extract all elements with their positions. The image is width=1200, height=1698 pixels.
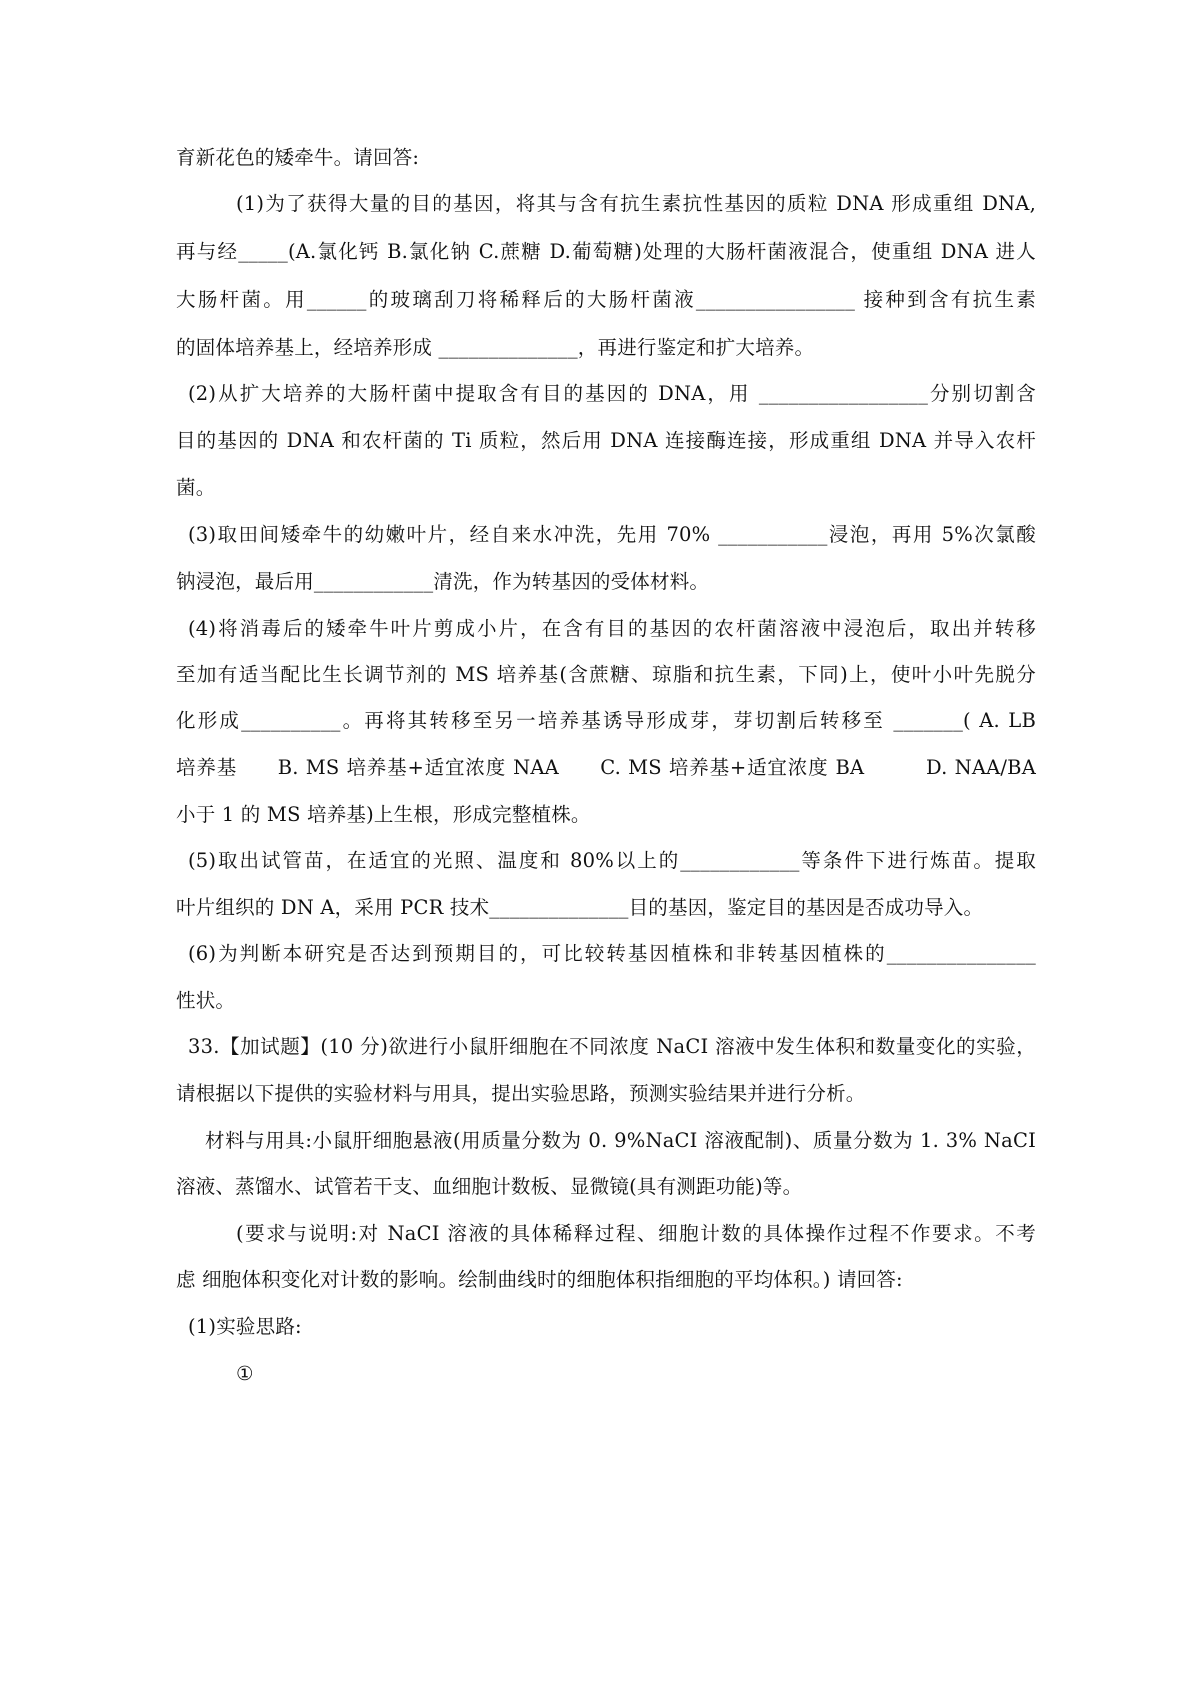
text-line-q1-1: (1)为了获得大量的目的基因，将其与含有抗生素抗性基因的质粒 DNA 形成重组 DNA, — [236, 192, 1036, 215]
text-line-q2-1: (2)从扩大培养的大肠杆菌中提取含有目的基因的 DNA，用 _________________分别切割含 — [188, 382, 1036, 405]
text-line-q6-1: (6)为判断本研究是否达到预期目的，可比较转基因植株和非转基因植株的_______________ — [188, 942, 1036, 965]
text-line-step-1: ① — [236, 1362, 254, 1385]
text-line-q1-3: 大肠杆菌。用______的玻璃刮刀将稀释后的大肠杆菌液________________ 接种到含有抗生素 — [176, 288, 1036, 311]
text-line-q33-2: 请根据以下提供的实验材料与用具，提出实验思路，预测实验结果并进行分析。 — [176, 1082, 866, 1105]
text-line-q4-5: 小于 1 的 MS 培养基)上生根，形成完整植株。 — [176, 803, 591, 826]
text-line-materials-1: 材料与用具:小鼠肝细胞悬液(用质量分数为 0. 9%NaCI 溶液配制)、质量分数为 1. 3% NaCI — [205, 1129, 1036, 1152]
text-line-q4-4: 培养基 B. MS 培养基+适宜浓度 NAA C. MS 培养基+适宜浓度 BA D. NAA/BA — [176, 756, 1036, 779]
text-line-q3-2: 钠浸泡，最后用____________清洗，作为转基因的受体材料。 — [176, 570, 710, 593]
text-line-experiment-idea: (1)实验思路: — [188, 1315, 302, 1338]
text-line-q2-3: 菌。 — [176, 476, 216, 499]
text-line-requirements-2: 虑 细胞体积变化对计数的影响。绘制曲线时的细胞体积指细胞的平均体积。) 请回答: — [176, 1268, 903, 1291]
text-line-intro-end: 育新花色的矮牵牛。请回答: — [176, 146, 420, 169]
text-line-q6-2: 性状。 — [176, 989, 236, 1012]
text-line-q2-2: 目的基因的 DNA 和农杆菌的 Ti 质粒，然后用 DNA 连接酶连接，形成重组 DNA 并导入农杆 — [176, 429, 1036, 452]
text-line-q1-2: 再与经_____(A.氯化钙 B.氯化钠 C.蔗糖 D.葡萄糖)处理的大肠杆菌液混合，使重组 DNA 进人 — [176, 240, 1036, 263]
text-line-q4-2: 至加有适当配比生长调节剂的 MS 培养基(含蔗糖、琼脂和抗生素，下同)上，使叶小叶先脱分 — [176, 663, 1036, 686]
text-line-q1-4: 的固体培养基上，经培养形成 ______________，再进行鉴定和扩大培养。 — [176, 336, 815, 359]
text-line-q33-1: 33.【加试题】(10 分)欲进行小鼠肝细胞在不同浓度 NaCI 溶液中发生体积和数量变化的实验， — [188, 1035, 1036, 1058]
text-line-requirements-1: (要求与说明:对 NaCI 溶液的具体稀释过程、细胞计数的具体操作过程不作要求。不考 — [236, 1222, 1036, 1245]
text-line-materials-2: 溶液、蒸馏水、试管若干支、血细胞计数板、显微镜(具有测距功能)等。 — [176, 1175, 803, 1198]
text-line-q4-1: (4)将消毒后的矮牵牛叶片剪成小片，在含有目的基因的农杆菌溶液中浸泡后，取出并转移 — [188, 617, 1036, 640]
text-line-q3-1: (3)取田间矮牵牛的幼嫩叶片，经自来水冲洗，先用 70% ___________浸泡，再用 5%次氯酸 — [188, 523, 1036, 546]
text-line-q5-2: 叶片组织的 DN A，采用 PCR 技术______________目的基因，鉴定目的基因是否成功导入。 — [176, 896, 984, 919]
text-line-q4-3: 化形成__________。再将其转移至另一培养基诱导形成芽，芽切割后转移至 _______( A. LB — [176, 709, 1036, 732]
text-line-q5-1: (5)取出试管苗，在适宜的光照、温度和 80%以上的____________等条件下进行炼苗。提取 — [188, 849, 1036, 872]
